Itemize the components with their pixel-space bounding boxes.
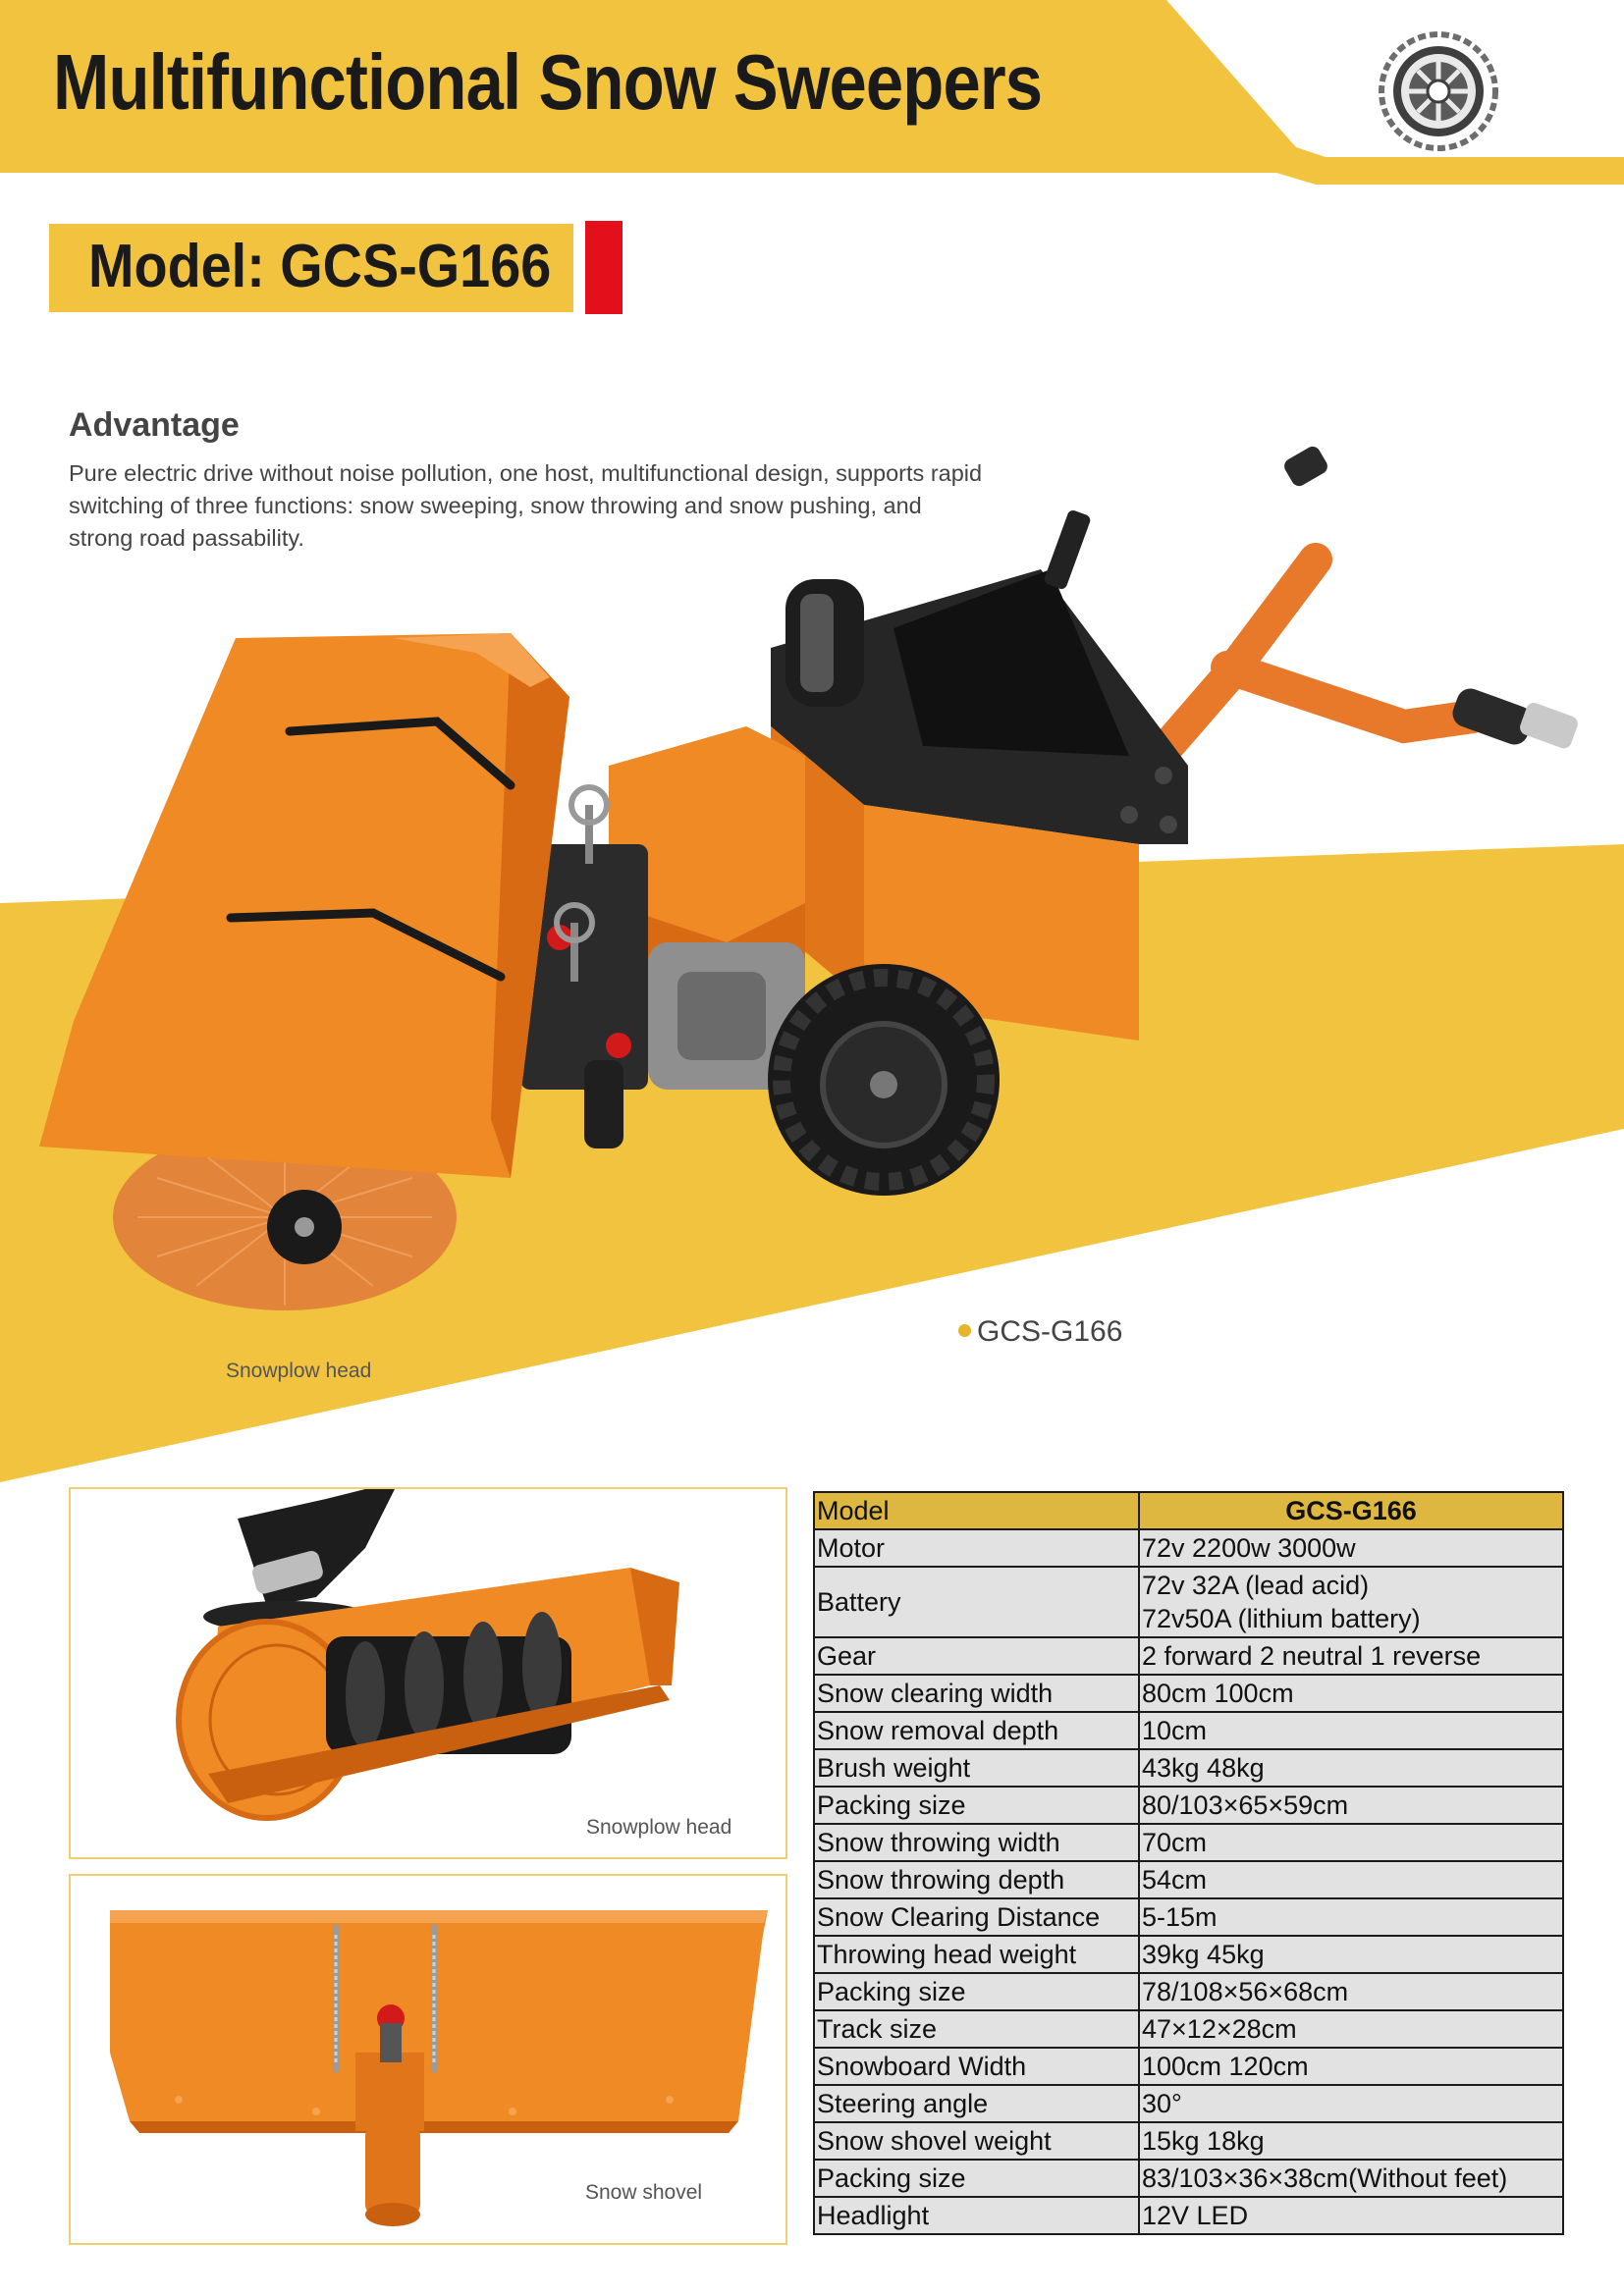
spec-value: 72v 2200w 3000w — [1139, 1529, 1563, 1567]
spec-row — [814, 1973, 1563, 2010]
spec-row — [814, 1749, 1563, 1787]
spec-header-value: GCS-G166 — [1139, 1492, 1563, 1529]
spec-label: Track size — [814, 2010, 1139, 2048]
spec-label: Snow clearing width — [814, 1675, 1139, 1712]
spec-row — [814, 1675, 1563, 1712]
bullet-dot-icon — [958, 1324, 971, 1337]
model-label: Model: GCS-G166 — [88, 233, 552, 300]
model-tag-text: GCS-G166 — [977, 1315, 1123, 1348]
spec-row — [814, 1712, 1563, 1749]
spec-row — [814, 1529, 1563, 1567]
advantage-text: Pure electric drive without noise pollution, one host, multifunctional design, supports rapid switching of three functions: snow sweeping, snow throwing and snow pushing, and strong road passability. — [69, 460, 983, 551]
spec-table — [813, 1491, 1564, 2235]
thrower-caption: Snowplow head — [586, 1816, 732, 1839]
shovel-caption: Snow shovel — [585, 2181, 703, 2204]
spec-row — [814, 2085, 1563, 2122]
spec-row — [814, 2048, 1563, 2085]
spec-label: Steering angle — [814, 2085, 1139, 2122]
spec-value: 47×12×28cm — [1139, 2010, 1563, 2048]
spec-row — [814, 2197, 1563, 2234]
spec-label: Battery — [814, 1567, 1139, 1637]
spec-label: Snow Clearing Distance — [814, 1898, 1139, 1936]
spec-value: 83/103×36×38cm(Without feet) — [1139, 2160, 1563, 2197]
spec-value: 39kg 45kg — [1139, 1936, 1563, 1973]
spec-label: Headlight — [814, 2197, 1139, 2234]
spec-value: 100cm 120cm — [1139, 2048, 1563, 2085]
snow-thrower-image-frame — [69, 1487, 787, 1859]
spec-value: 70cm — [1139, 1824, 1563, 1861]
spec-header-label: Model — [814, 1492, 1139, 1529]
gear-wheel-logo-icon — [1377, 29, 1500, 153]
spec-value: 2 forward 2 neutral 1 reverse — [1139, 1637, 1563, 1675]
spec-row — [814, 1824, 1563, 1861]
snow-thrower-head-image — [71, 1489, 785, 1857]
spec-row — [814, 1787, 1563, 1824]
spec-value: 10cm — [1139, 1712, 1563, 1749]
spec-row — [814, 1861, 1563, 1898]
spec-row — [814, 1936, 1563, 1973]
snow-sweeper-product-image — [39, 432, 1610, 1315]
page-title: Multifunctional Snow Sweepers — [53, 38, 1043, 126]
spec-value: 43kg 48kg — [1139, 1749, 1563, 1787]
model-label-accent — [585, 221, 623, 314]
spec-label: Snow throwing width — [814, 1824, 1139, 1861]
spec-row — [814, 2160, 1563, 2197]
spec-value: 12V LED — [1139, 2197, 1563, 2234]
spec-label: Snow throwing depth — [814, 1861, 1139, 1898]
spec-table-header-row — [814, 1492, 1563, 1529]
spec-value: 5-15m — [1139, 1898, 1563, 1936]
model-tag — [958, 1315, 1122, 1349]
spec-value — [1139, 1567, 1563, 1637]
spec-label: Snow shovel weight — [814, 2122, 1139, 2160]
spec-label: Snow removal depth — [814, 1712, 1139, 1749]
spec-row — [814, 1567, 1563, 1637]
spec-label: Brush weight — [814, 1749, 1139, 1787]
spec-value: 80cm 100cm — [1139, 1675, 1563, 1712]
spec-label: Packing size — [814, 1973, 1139, 2010]
spec-value: 78/108×56×68cm — [1139, 1973, 1563, 2010]
spec-row — [814, 2122, 1563, 2160]
spec-value-line: 72v50A (lithium battery) — [1142, 1604, 1421, 1633]
spec-label: Packing size — [814, 1787, 1139, 1824]
advantage-heading: Advantage — [69, 406, 240, 444]
spec-value: 80/103×65×59cm — [1139, 1787, 1563, 1824]
spec-value-line: 72v 32A (lead acid) — [1142, 1571, 1370, 1600]
spec-label: Snowboard Width — [814, 2048, 1139, 2085]
spec-label: Motor — [814, 1529, 1139, 1567]
spec-value: 15kg 18kg — [1139, 2122, 1563, 2160]
spec-label: Packing size — [814, 2160, 1139, 2197]
spec-label: Gear — [814, 1637, 1139, 1675]
spec-row — [814, 2010, 1563, 2048]
spec-row — [814, 1637, 1563, 1675]
spec-value: 54cm — [1139, 1861, 1563, 1898]
spec-label: Throwing head weight — [814, 1936, 1139, 1973]
brush-head-caption: Snowplow head — [226, 1360, 372, 1382]
spec-row — [814, 1898, 1563, 1936]
spec-value: 30° — [1139, 2085, 1563, 2122]
